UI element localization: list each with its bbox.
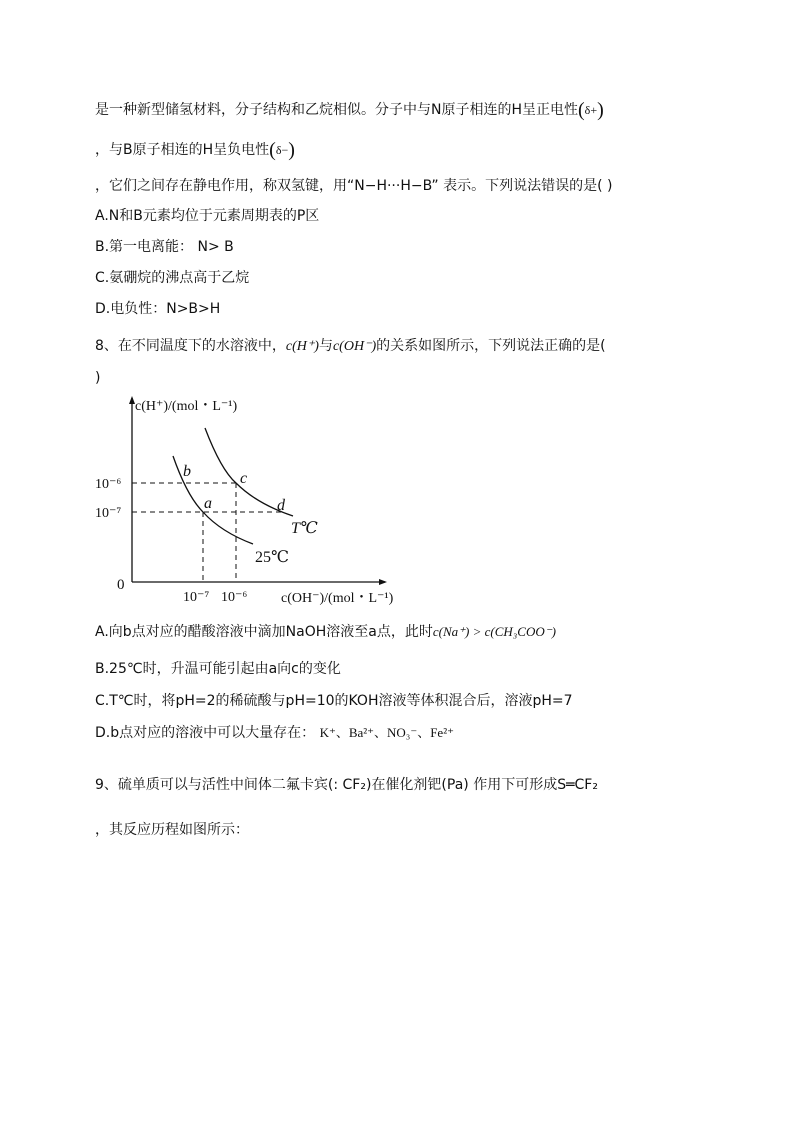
q9-stem-line2: ，其反应历程如图所示： <box>95 822 249 838</box>
point-c-label: c <box>240 470 248 487</box>
q8-stem-line1: 8、在不同温度下的水溶液中，c(H⁺)与c(OH⁻)的关系如图所示，下列说法正确的是( <box>95 338 606 354</box>
x-tick-1e7: 10⁻⁷ <box>183 590 210 605</box>
q8-option-c: C.T℃时，将pH=2的稀硫酸与pH=10的KOH溶液等体积混合后，溶液pH=7 <box>95 693 573 709</box>
curve-tc-label: T℃ <box>291 520 318 537</box>
c-h-formula: c(H⁺) <box>285 339 319 354</box>
point-a-label: a <box>204 495 212 512</box>
delta-minus: δ− <box>275 143 289 157</box>
curve-25c-label: 25℃ <box>255 549 289 566</box>
q7-stem-line1: 是一种新型储氢材料，分子结构和乙烷相似。分子中与N原子相连的H呈正电性(δ+) <box>95 99 604 121</box>
point-b-label: b <box>183 463 191 480</box>
x-axis-label: c(OH⁻)/(mol・L⁻¹) <box>281 591 394 606</box>
q7-option-c: C.氨硼烷的沸点高于乙烷 <box>95 270 250 286</box>
delta-plus: δ+ <box>584 103 598 117</box>
q7-stem-line3: ，它们之间存在静电作用，称双氢键，用“N−H···H−B” 表示。下列说法错误的是( ) <box>95 178 613 194</box>
q7-stem-line2: ，与B原子相连的H呈负电性(δ−) <box>95 139 295 161</box>
q8-option-b: B.25℃时，升温可能引起由a向c的变化 <box>95 661 341 677</box>
x-axis-arrow <box>379 579 387 585</box>
y-tick-1e6: 10⁻⁶ <box>95 477 122 492</box>
q8-stem-line2: ) <box>95 370 101 386</box>
q8-option-d-ions: K⁺、Ba²⁺、NO₃⁻、Fe²⁺ <box>319 725 454 740</box>
y-axis-label: c(H⁺)/(mol・L⁻¹) <box>135 399 238 414</box>
point-d-label: d <box>277 497 285 514</box>
q8-option-a: A.向b点对应的醋酸溶液中滴加NaOH溶液至a点，此时c(Na⁺) > c(CH₃COO⁻) <box>95 624 556 640</box>
c-oh-formula: c(OH⁻) <box>332 339 377 354</box>
q9-stem-line1: 9、硫单质可以与活性中间体二氟卡宾(: CF₂)在催化剂钯(Pa) 作用下可形成S═CF₂ <box>95 777 598 793</box>
q7-option-b: B.第一电离能： N> B <box>95 239 234 255</box>
x-tick-1e6: 10⁻⁶ <box>221 590 248 605</box>
origin-label: 0 <box>117 577 125 593</box>
q8-option-d: D.b点对应的溶液中可以大量存在： K⁺、Ba²⁺、NO₃⁻、Fe²⁺ <box>95 725 454 741</box>
q7-option-a: A.N和B元素均位于元素周期表的P区 <box>95 208 320 224</box>
q8-option-a-formula: c(Na⁺) > c(CH₃COO⁻) <box>432 624 556 639</box>
y-tick-1e7: 10⁻⁷ <box>95 506 122 521</box>
water-ion-product-graph <box>95 390 425 612</box>
q7-option-d: D.电负性：N>B>H <box>95 301 221 317</box>
